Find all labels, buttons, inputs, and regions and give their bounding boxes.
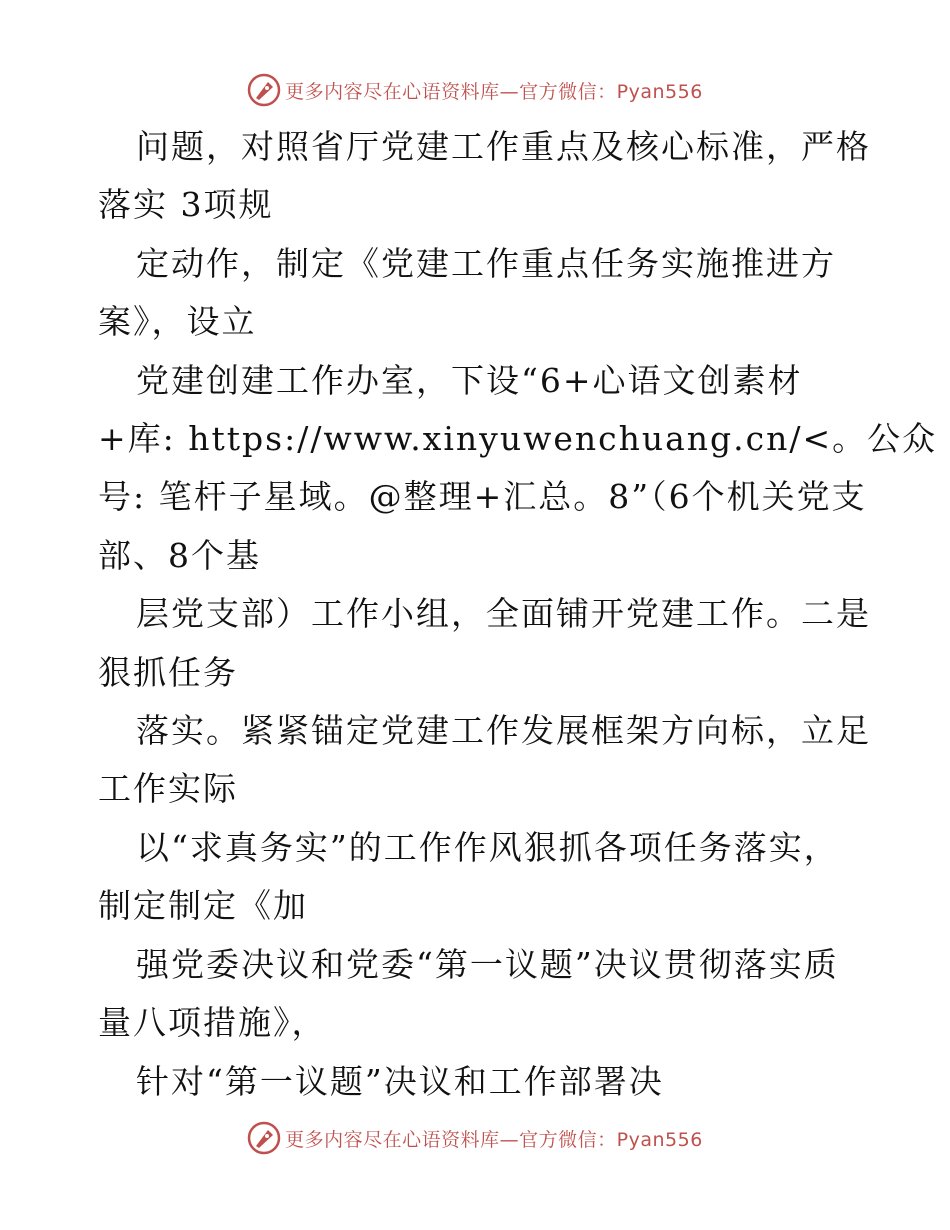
document-body xyxy=(98,118,938,1111)
body-line: 定动作，制定《党建工作重点任务实施推进方 xyxy=(136,243,836,283)
header-watermark-banner xyxy=(0,70,950,110)
body-line: 工作实际 xyxy=(98,769,238,809)
body-line: 问题，对照省厅党建工作重点及核心标准，严格 xyxy=(136,127,871,166)
body-line: 量八项措施》， xyxy=(98,1003,327,1043)
header-banner-text: 更多内容尽在心语资料库—官方微信：Pyan556 xyxy=(285,80,703,103)
body-line: 以“求真务实”的工作作风狠抓各项任务落实， xyxy=(136,827,839,867)
body-line: 党建创建工作办室，下设“6+心语文创素材 xyxy=(136,360,803,400)
body-line: 狠抓任务 xyxy=(98,652,238,692)
body-line: 制定制定《加 xyxy=(98,886,308,926)
footer-banner-text: 更多内容尽在心语资料库—官方微信：Pyan556 xyxy=(285,1128,703,1151)
body-line: 落实 3项规 xyxy=(98,185,274,225)
pen-nib-logo-icon xyxy=(247,1121,281,1155)
pen-nib-logo-icon xyxy=(247,73,281,107)
body-line: 部、8个基 xyxy=(98,535,261,575)
body-line: 针对“第一议题”决议和工作部署决 xyxy=(136,1061,664,1101)
body-line: +库: https://www.xinyuwenchuang.cn/<。公众 xyxy=(98,419,938,459)
body-line: 号: 笔杆子星域。@整理+汇总。8”（6个机关党支 xyxy=(98,477,867,517)
body-line: 层党支部）工作小组，全面铺开党建工作。二是 xyxy=(136,594,871,634)
body-line: 落实。紧紧锚定党建工作发展框架方向标，立足 xyxy=(136,711,871,751)
footer-watermark-banner xyxy=(0,1118,950,1158)
body-line: 案》，设立 xyxy=(98,302,257,342)
body-line: 强党委决议和党委“第一议题”决议贯彻落实质 xyxy=(136,944,839,984)
